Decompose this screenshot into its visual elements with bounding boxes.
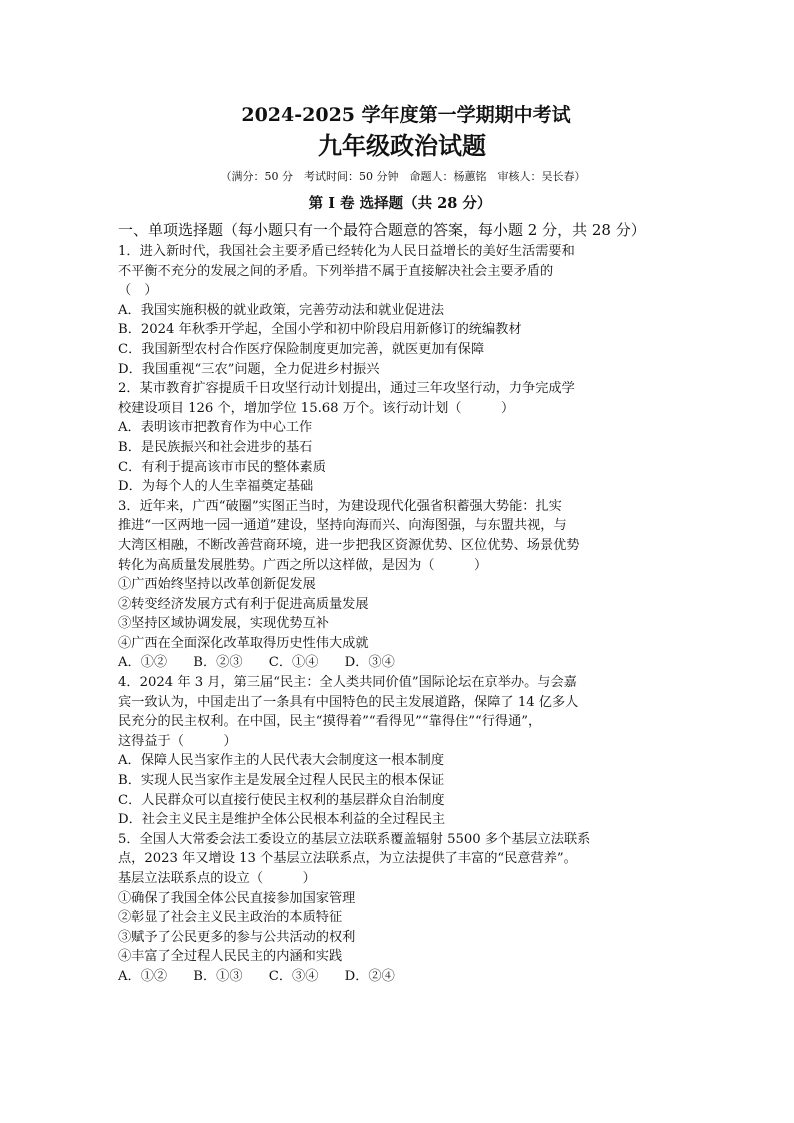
section-heading: 第 I 卷 选择题（共 28 分） [308,195,492,212]
statement-item: ①广西始终坚持以改革创新促发展 [118,577,316,593]
question-stem-line: 民充分的民主权利。在中国，民主“摸得着”“看得见”“靠得住”“行得通”， [118,714,542,730]
question-2 [118,379,682,497]
answer-choice: B．①③ [193,968,243,984]
answer-option: D．社会主义民主是维护全体公民根本利益的全过程民主 [118,812,446,828]
question-stem-line: 3．近年来，广西“破圈”实图正当时，为建设现代化强省积蓄强大势能：扎实 [118,498,562,514]
answer-option: B．实现人民当家作主是发展全过程人民民主的根本保证 [118,773,445,789]
answer-option: A．保障人民当家作主的人民代表大会制度这一根本制度 [118,753,445,769]
question-stem-line: 4．2024 年 3 月，第三届“民主：全人类共同价值”国际论坛在京举办。与会嘉 [118,675,577,691]
question-1 [118,242,682,379]
question-5 [118,830,682,987]
exam-meta-info: （满分：50 分 考试时间：50 分钟 命题人：杨蕙铭 审核人：吴长春） [220,170,586,183]
exam-title: 2024-2025 学年度第一学期期中考试 [241,104,571,126]
answer-choice: D．③④ [344,655,395,671]
question-3 [118,497,682,673]
exam-page [118,102,682,987]
answer-choice: D．②④ [344,968,395,984]
answer-choice: A．①② [118,655,168,671]
question-stem-line: 宾一致认为，中国走出了一条具有中国特色的民主发展道路，保障了 14 亿多人 [118,694,579,710]
statement-item: ②彰显了社会主义民主政治的本质特征 [118,910,343,926]
question-stem-line: 1．进入新时代，我国社会主要矛盾已经转化为人民日益增长的美好生活需要和 [118,244,575,259]
answer-option: C．人民群众可以直接行使民主权利的基层群众自治制度 [118,792,445,808]
question-stem-line: （ ） [118,283,158,299]
statement-item: ③坚持区域协调发展，实现优势互补 [118,616,329,632]
statement-item: ②转变经济发展方式有利于促进高质量发展 [118,596,369,612]
choice-row [118,653,682,673]
question-stem-line: 这得益于（ ） [118,733,237,749]
answer-option: D．为每个人的人生幸福奠定基础 [118,479,314,495]
answer-choice: C．③④ [268,968,319,984]
part-heading: 一、单项选择题（每小题只有一个最符合题意的答案，每小题 2 分，共 28 分） [118,221,646,239]
question-stem-line: 基层立法联系点的设立（ ） [118,871,316,886]
answer-option: C．有利于提高该市市民的整体素质 [118,459,326,475]
question-stem-line: 5．全国人大常委会法工委设立的基层立法联系覆盖辐射 5500 多个基层立法联系 [118,831,591,847]
question-stem-line: 不平衡不充分的发展之间的矛盾。下列举措不属于直接解决社会主要矛盾的 [118,263,554,279]
answer-option: B．2024 年秋季开学起，全国小学和初中阶段启用新修订的统编教材 [118,322,522,338]
choice-row [118,967,682,987]
statement-item: ①确保了我国全体公民直接参加国家管理 [118,890,356,906]
answer-option: B．是民族振兴和社会进步的基石 [118,439,313,455]
statement-item: ④广西在全面深化改革取得历史性伟大成就 [118,635,369,651]
statement-item: ④丰富了全过程人民民主的内涵和实践 [118,949,343,965]
question-4 [118,673,682,830]
answer-option: A．表明该市把教育作为中心工作 [118,420,313,436]
question-stem-line: 校建设项目 126 个，增加学位 15.68 万个。该行动计划（ ） [118,400,515,416]
answer-choice: A．①② [118,968,168,984]
statement-item: ③赋予了公民更多的参与公共活动的权利 [118,929,356,945]
question-stem-line: 2．某市教育扩容提质千日攻坚行动计划提出，通过三年攻坚行动，力争完成学 [118,381,575,397]
question-stem-line: 转化为高质量发展胜势。广西之所以这样做，是因为（ ） [118,557,488,573]
answer-option: A．我国实施积极的就业政策，完善劳动法和就业促进法 [118,302,445,318]
question-stem-line: 推进“一区两地一园一通道”建设，坚持向海而兴、向海图强，与东盟共视，与 [118,518,567,534]
exam-subject-title: 九年级政治试题 [318,131,486,160]
answer-option: D．我国重视“三农”问题，全力促进乡村振兴 [118,361,380,377]
answer-choice: C．①④ [268,655,319,671]
answer-option: C．我国新型农村合作医疗保险制度更加完善，就医更加有保障 [118,341,485,357]
question-stem-line: 大湾区相融，不断改善营商环境，进一步把我区资源优势、区位优势、场景优势 [118,537,580,553]
answer-choice: B．②③ [193,655,243,671]
question-stem-line: 点，2023 年又增设 13 个基层立法联系点，为立法提供了丰富的“民意营养”。 [118,851,577,867]
